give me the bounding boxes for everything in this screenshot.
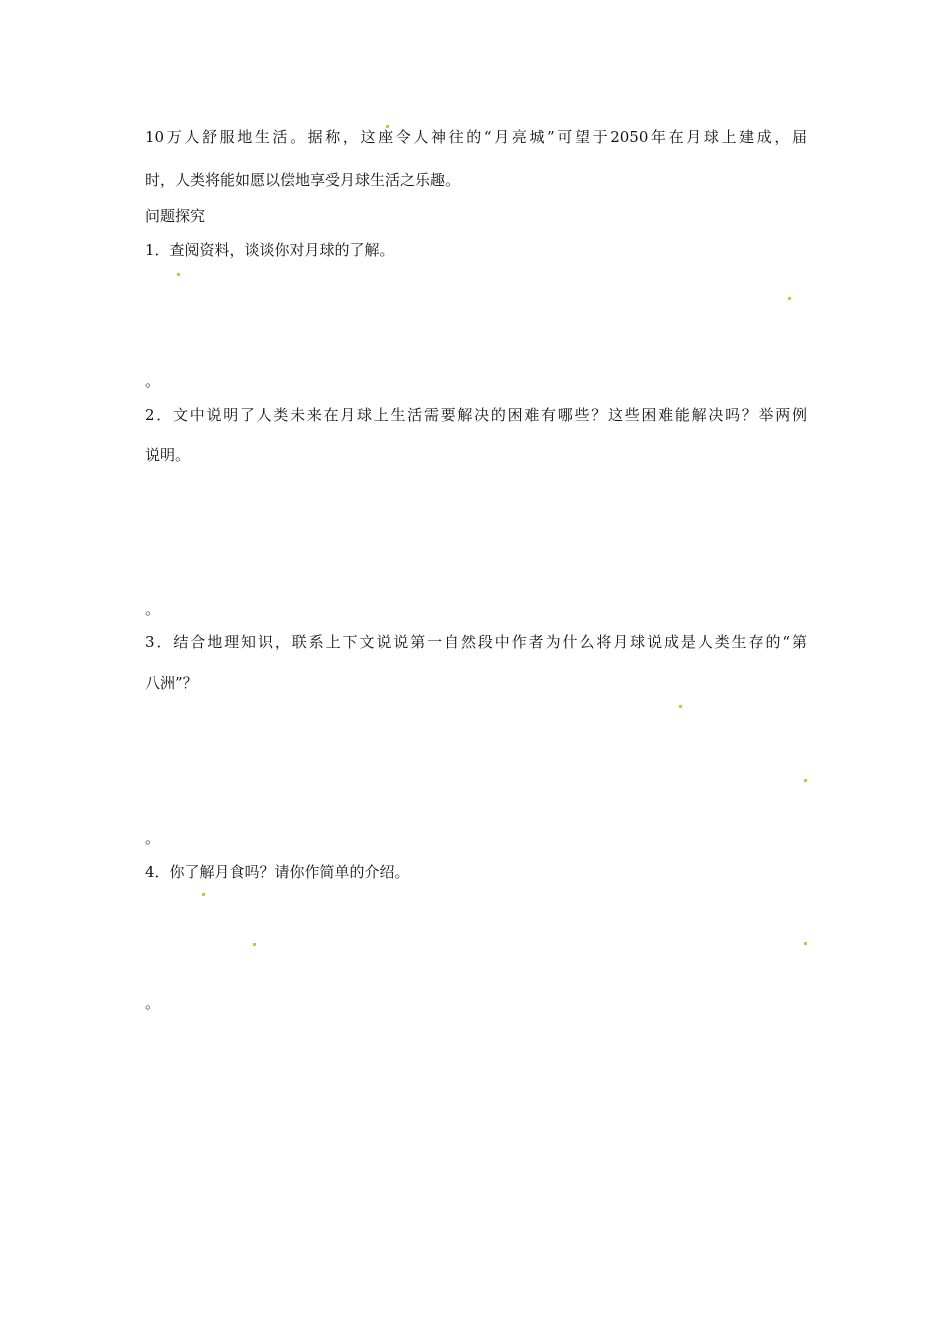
marker-dot xyxy=(386,125,389,128)
question-4-end-mark: 。 xyxy=(145,994,161,1012)
marker-dot xyxy=(177,273,180,276)
marker-dot xyxy=(253,943,256,946)
marker-dot xyxy=(804,779,807,782)
marker-dot xyxy=(804,942,807,945)
section-title: 问题探究 xyxy=(145,207,206,225)
intro-line-1: 10万人舒服地生活。据称，这座令人神往的“月亮城”可望于2050年在月球上建成，届 xyxy=(145,128,807,146)
question-4: 4．你了解月食吗？请你作简单的介绍。 xyxy=(145,863,410,881)
marker-dot xyxy=(202,893,205,896)
question-3-end-mark: 。 xyxy=(145,829,161,847)
question-2-line-1: 2．文中说明了人类未来在月球上生活需要解决的困难有哪些？这些困难能解决吗？举两例 xyxy=(145,406,807,424)
marker-dot xyxy=(788,297,791,300)
question-1: 1．查阅资料，谈谈你对月球的了解。 xyxy=(145,241,395,259)
question-3-line-2: 八洲”？ xyxy=(145,674,198,692)
question-2-line-2: 说明。 xyxy=(145,446,191,464)
question-2-end-mark: 。 xyxy=(145,600,161,618)
question-1-end-mark: 。 xyxy=(145,372,161,390)
question-3-line-1: 3．结合地理知识，联系上下文说说第一自然段中作者为什么将月球说成是人类生存的“第 xyxy=(145,633,807,651)
marker-dot xyxy=(679,705,682,708)
intro-line-2: 时，人类将能如愿以偿地享受月球生活之乐趣。 xyxy=(145,171,461,189)
